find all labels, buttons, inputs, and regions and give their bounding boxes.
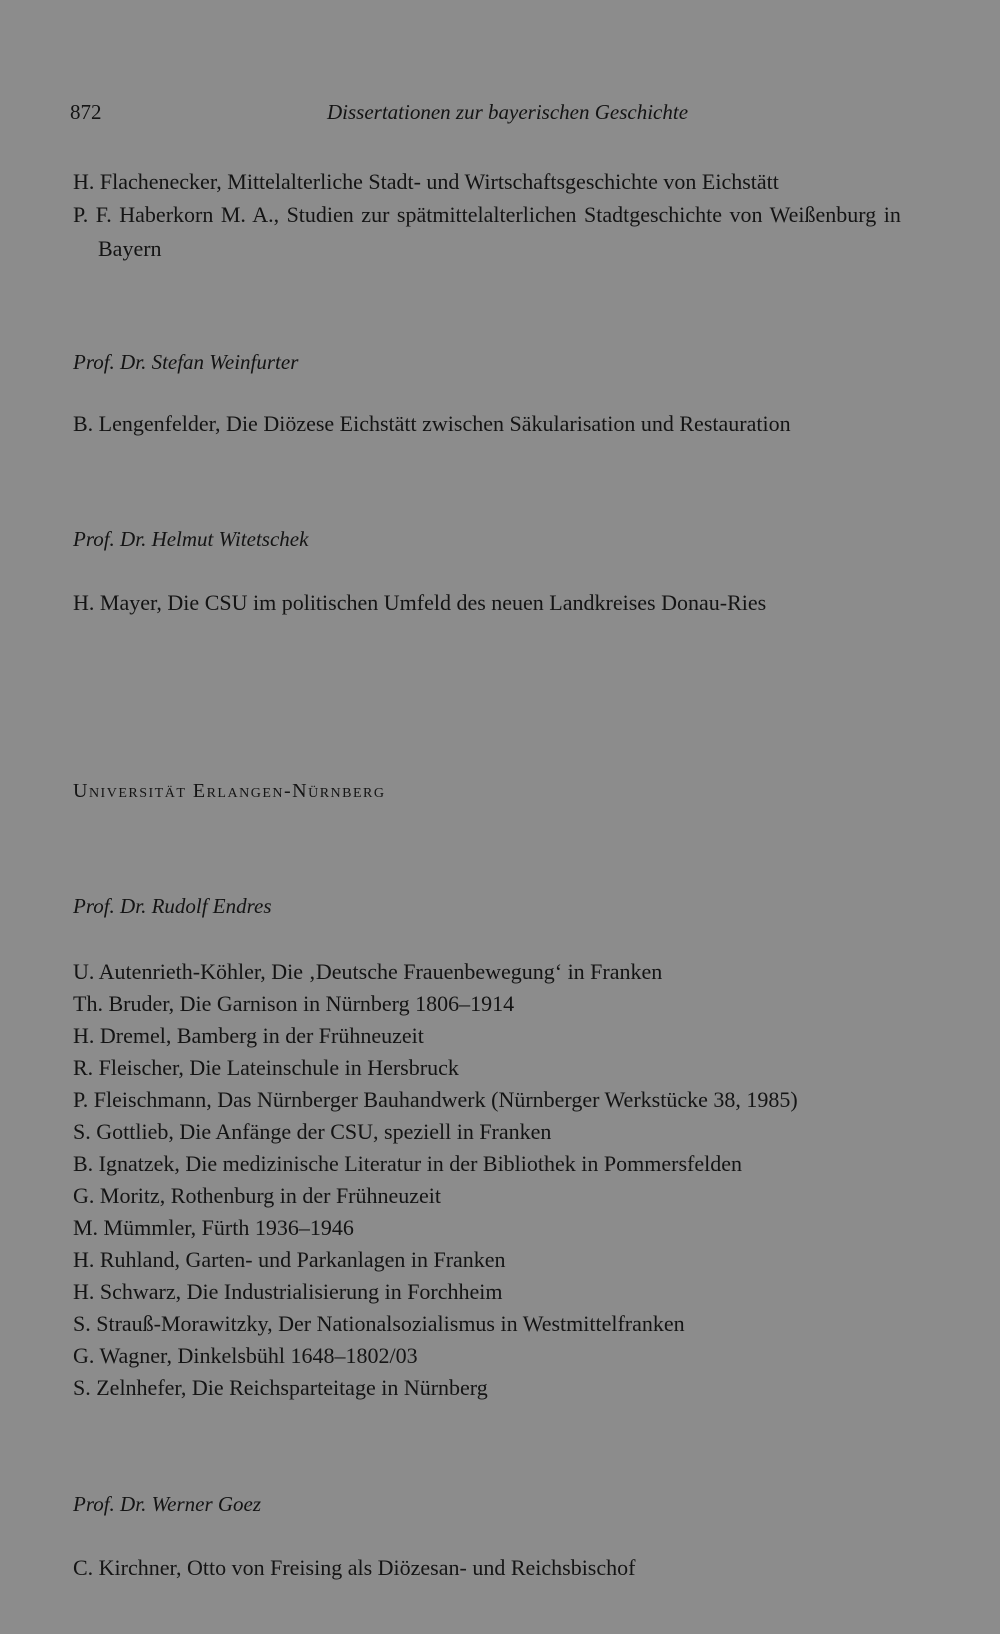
list-item: S. Strauß-Morawitzky, Der Nationalsozialismus in Westmittelfranken (73, 1311, 685, 1336)
list-item: P. F. Haberkorn M. A., Studien zur spätmittelalterlichen Stadtgeschichte von Weißenburg in Bayern (73, 202, 901, 261)
university-heading: Universität Erlangen-Nürnberg (73, 780, 386, 802)
professor-heading: Prof. Dr. Stefan Weinfurter (73, 350, 299, 374)
professor-heading: Prof. Dr. Helmut Witetschek (73, 527, 309, 551)
list-item: P. Fleischmann, Das Nürnberger Bauhandwerk (Nürnberger Werkstücke 38, 1985) (73, 1087, 798, 1112)
list-item: C. Kirchner, Otto von Freising als Diözesan- und Reichsbischof (73, 1555, 636, 1580)
entry-list (73, 408, 943, 440)
list-item: U. Autenrieth-Köhler, Die ‚Deutsche Frauenbewegung‘ in Franken (73, 959, 663, 984)
list-item: S. Gottlieb, Die Anfänge der CSU, speziell in Franken (73, 1119, 552, 1144)
list-item: R. Fleischer, Die Lateinschule in Hersbruck (73, 1055, 459, 1080)
entry-list (73, 166, 943, 266)
list-item: H. Dremel, Bamberg in der Frühneuzeit (73, 1023, 424, 1048)
running-title: Dissertationen zur bayerischen Geschichte (327, 100, 689, 124)
list-item: S. Zelnhefer, Die Reichsparteitage in Nürnberg (73, 1375, 488, 1400)
list-item: B. Lengenfelder, Die Diözese Eichstätt zwischen Säkularisation und Restauration (73, 411, 791, 436)
list-item: M. Mümmler, Fürth 1936–1946 (73, 1215, 354, 1240)
entry-list (73, 587, 943, 619)
list-item: B. Ignatzek, Die medizinische Literatur in der Bibliothek in Pommersfelden (73, 1151, 742, 1176)
page-number: 872 (70, 100, 102, 124)
professor-heading: Prof. Dr. Rudolf Endres (73, 894, 272, 918)
list-item: H. Schwarz, Die Industrialisierung in Forchheim (73, 1279, 503, 1304)
page-header (70, 100, 950, 130)
professor-heading: Prof. Dr. Werner Goez (73, 1492, 262, 1516)
list-item: H. Ruhland, Garten- und Parkanlagen in Franken (73, 1247, 506, 1272)
list-item: G. Wagner, Dinkelsbühl 1648–1802/03 (73, 1343, 418, 1368)
list-item: H. Mayer, Die CSU im politischen Umfeld des neuen Landkreises Donau-Ries (73, 590, 767, 615)
list-item: G. Moritz, Rothenburg in der Frühneuzeit (73, 1183, 442, 1208)
list-item: Th. Bruder, Die Garnison in Nürnberg 1806–1914 (73, 991, 515, 1016)
list-item: H. Flachenecker, Mittelalterliche Stadt- und Wirtschaftsgeschichte von Eichstätt (73, 169, 779, 194)
entry-list (73, 1552, 943, 1584)
entry-list (73, 956, 943, 1404)
